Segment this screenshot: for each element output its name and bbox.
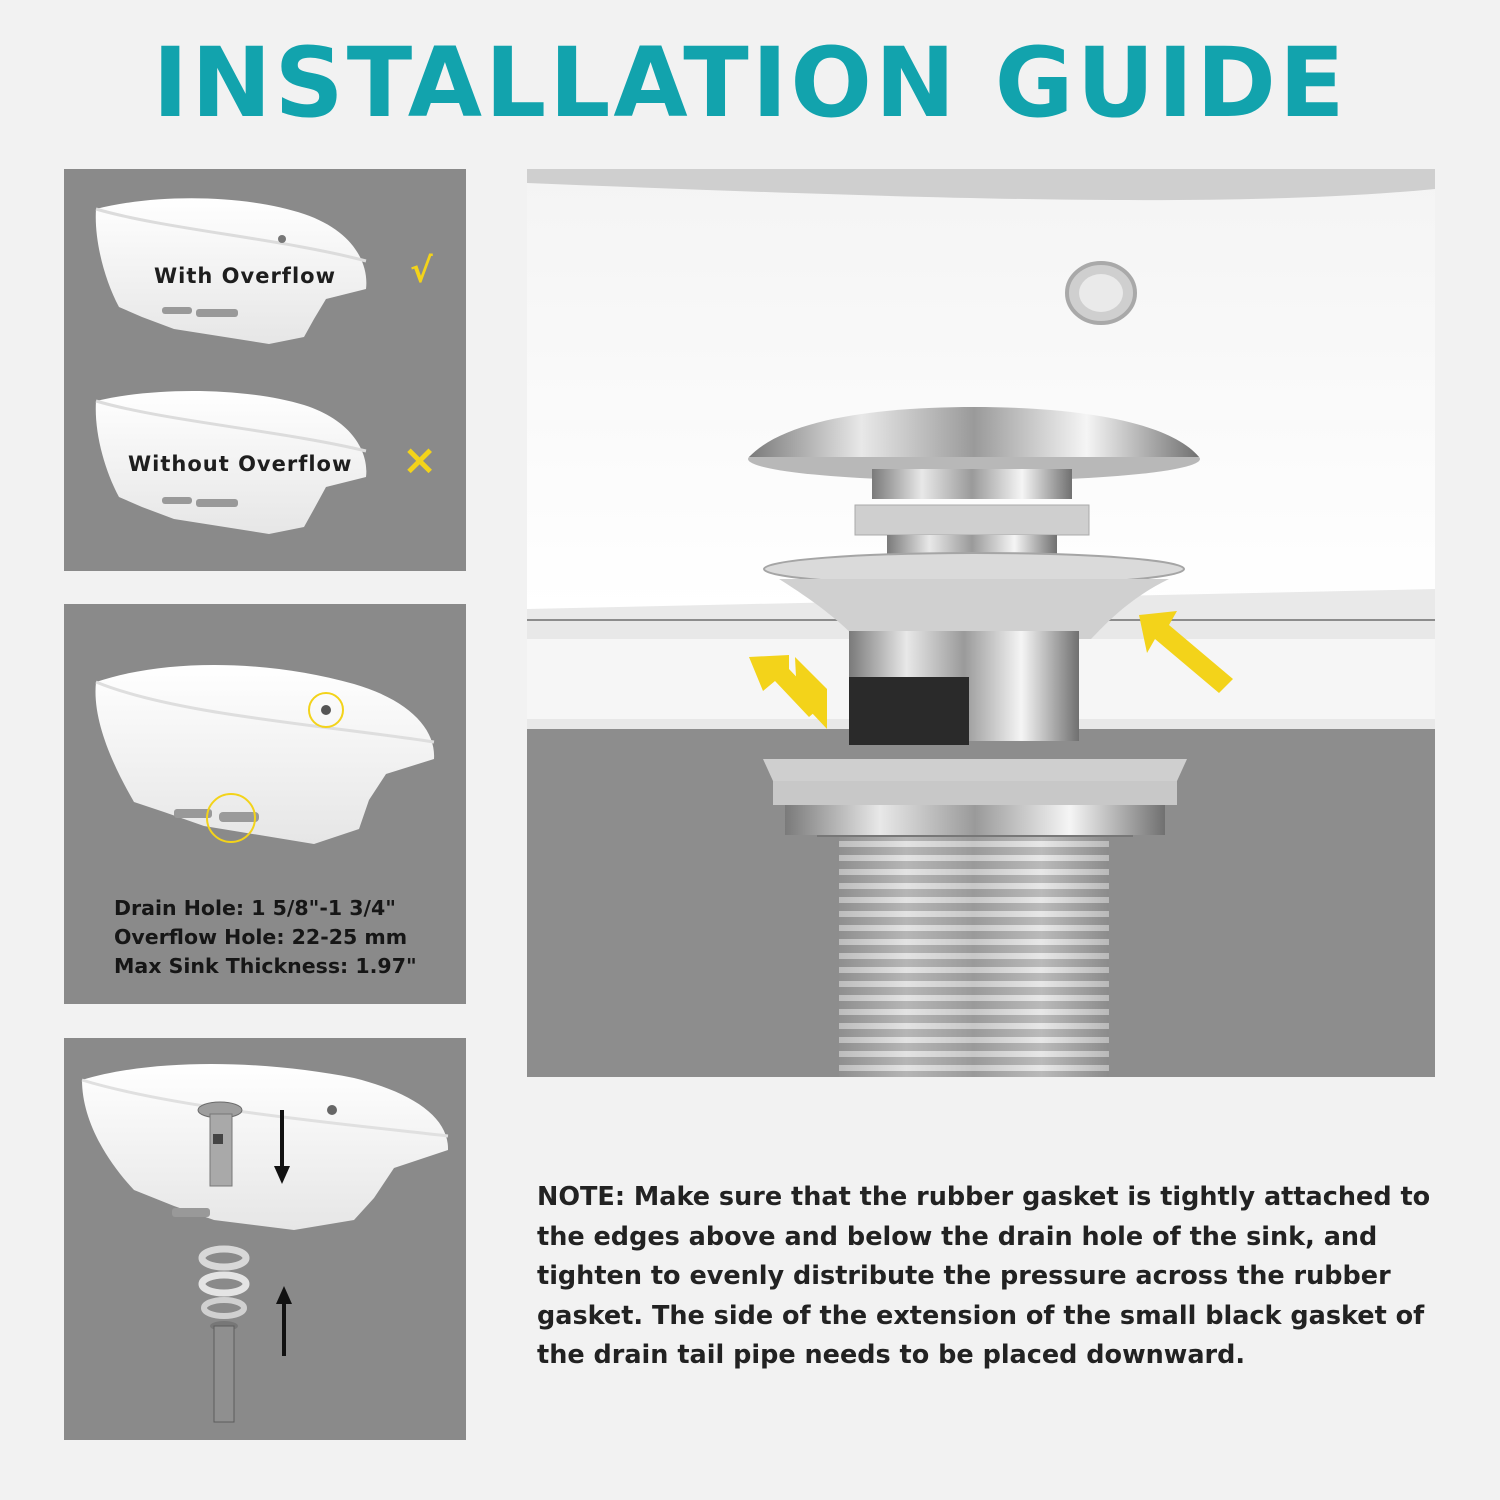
overflow-comparison-panel <box>64 169 466 571</box>
max-thickness-spec: Max Sink Thickness: 1.97" <box>114 954 417 978</box>
exploded-drain-diagram <box>64 1038 466 1440</box>
with-overflow-label: With Overflow <box>154 264 336 288</box>
hole-specs-panel <box>64 604 466 1004</box>
without-overflow-label: Without Overflow <box>128 452 353 476</box>
cross-icon: × <box>402 435 438 484</box>
exploded-installation-panel <box>64 1038 466 1440</box>
overflow-hole-spec: Overflow Hole: 22-25 mm <box>114 925 408 949</box>
sink-illustrations <box>64 169 466 571</box>
sink-hole-diagram <box>64 604 466 864</box>
installation-note: NOTE: Make sure that the rubber gasket is tightly attached to the edges above and below the drain hole of the sink, and tighten to evenly distribute the pressure across the rubber gasket. The side of the extension of the small black gasket of the drain tail pipe needs to be placed downward. <box>537 1182 1431 1370</box>
check-icon: √ <box>410 251 433 291</box>
drain-hole-spec: Drain Hole: 1 5/8"-1 3/4" <box>114 896 396 920</box>
page-title: INSTALLATION GUIDE <box>152 27 1348 139</box>
drain-closeup-illustration <box>527 169 1435 1077</box>
drain-closeup-photo <box>527 169 1435 1077</box>
hole-specs <box>114 894 417 981</box>
